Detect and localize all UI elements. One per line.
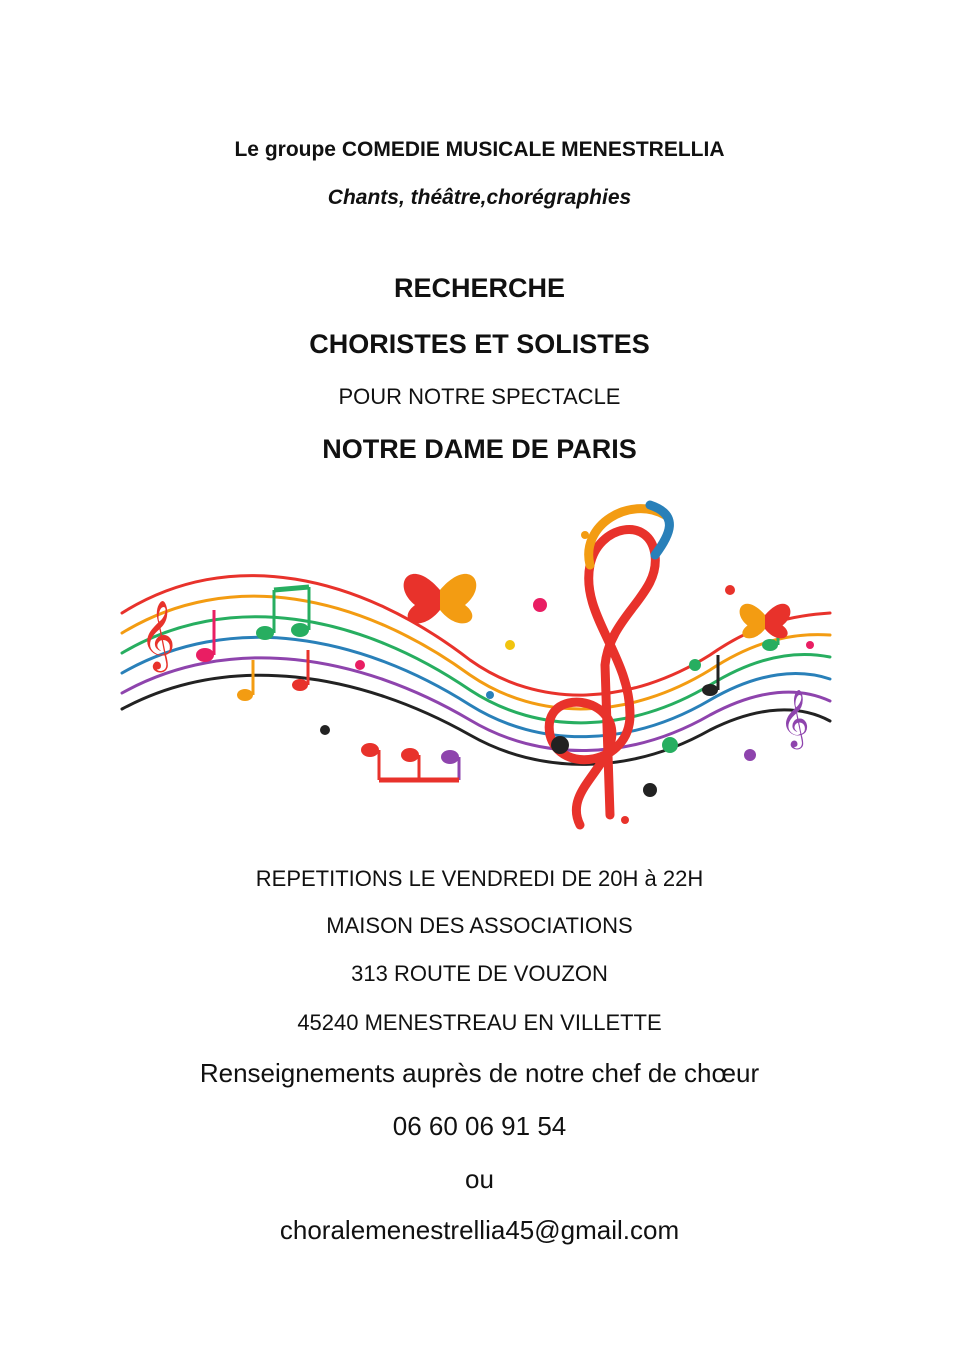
music-notes — [196, 587, 778, 780]
note-head — [401, 748, 419, 762]
music-staff-treble-clef-butterflies-icon — [110, 495, 840, 835]
rehearsal-schedule: REPETITIONS LE VENDREDI DE 20H à 22H — [255, 866, 704, 891]
note-head — [361, 743, 379, 757]
venue-city: 45240 MENESTREAU EN VILLETTE — [297, 1010, 662, 1035]
note-head — [702, 684, 718, 696]
butterfly-icon — [404, 574, 477, 623]
venue-name: MAISON DES ASSOCIATIONS — [326, 913, 633, 938]
staff-lines — [122, 576, 830, 765]
note-head — [196, 648, 214, 662]
small-clef-right: 𝄞 — [780, 689, 810, 747]
show-intro: POUR NOTRE SPECTACLE — [338, 384, 621, 409]
butterfly-icon — [740, 604, 791, 639]
staff-line — [122, 675, 830, 764]
contact-info: Renseignements auprès de notre chef de chœur — [199, 1058, 760, 1088]
note-head — [291, 623, 309, 637]
contact-or: ou — [465, 1164, 494, 1194]
note-head — [762, 639, 778, 651]
small-clef-left: 𝄞 — [140, 600, 176, 670]
heading-recherche: RECHERCHE — [393, 273, 566, 303]
contact-email: choralemenestrellia45@gmail.com — [279, 1215, 680, 1245]
treble-clef — [549, 505, 669, 825]
note-head — [292, 679, 308, 691]
group-title: Le groupe COMEDIE MUSICALE MENESTRELLIA — [234, 138, 725, 161]
note-head — [441, 750, 459, 764]
note-head — [237, 689, 253, 701]
heading-roles: CHORISTES ET SOLISTES — [309, 329, 650, 359]
group-subtitle: Chants, théâtre,chorégraphies — [327, 186, 632, 209]
contact-phone: 06 60 06 91 54 — [392, 1111, 567, 1141]
venue-street: 313 ROUTE DE VOUZON — [351, 961, 608, 986]
show-title: NOTRE DAME DE PARIS — [322, 434, 637, 464]
note-beam — [274, 587, 309, 590]
note-head — [256, 626, 274, 640]
